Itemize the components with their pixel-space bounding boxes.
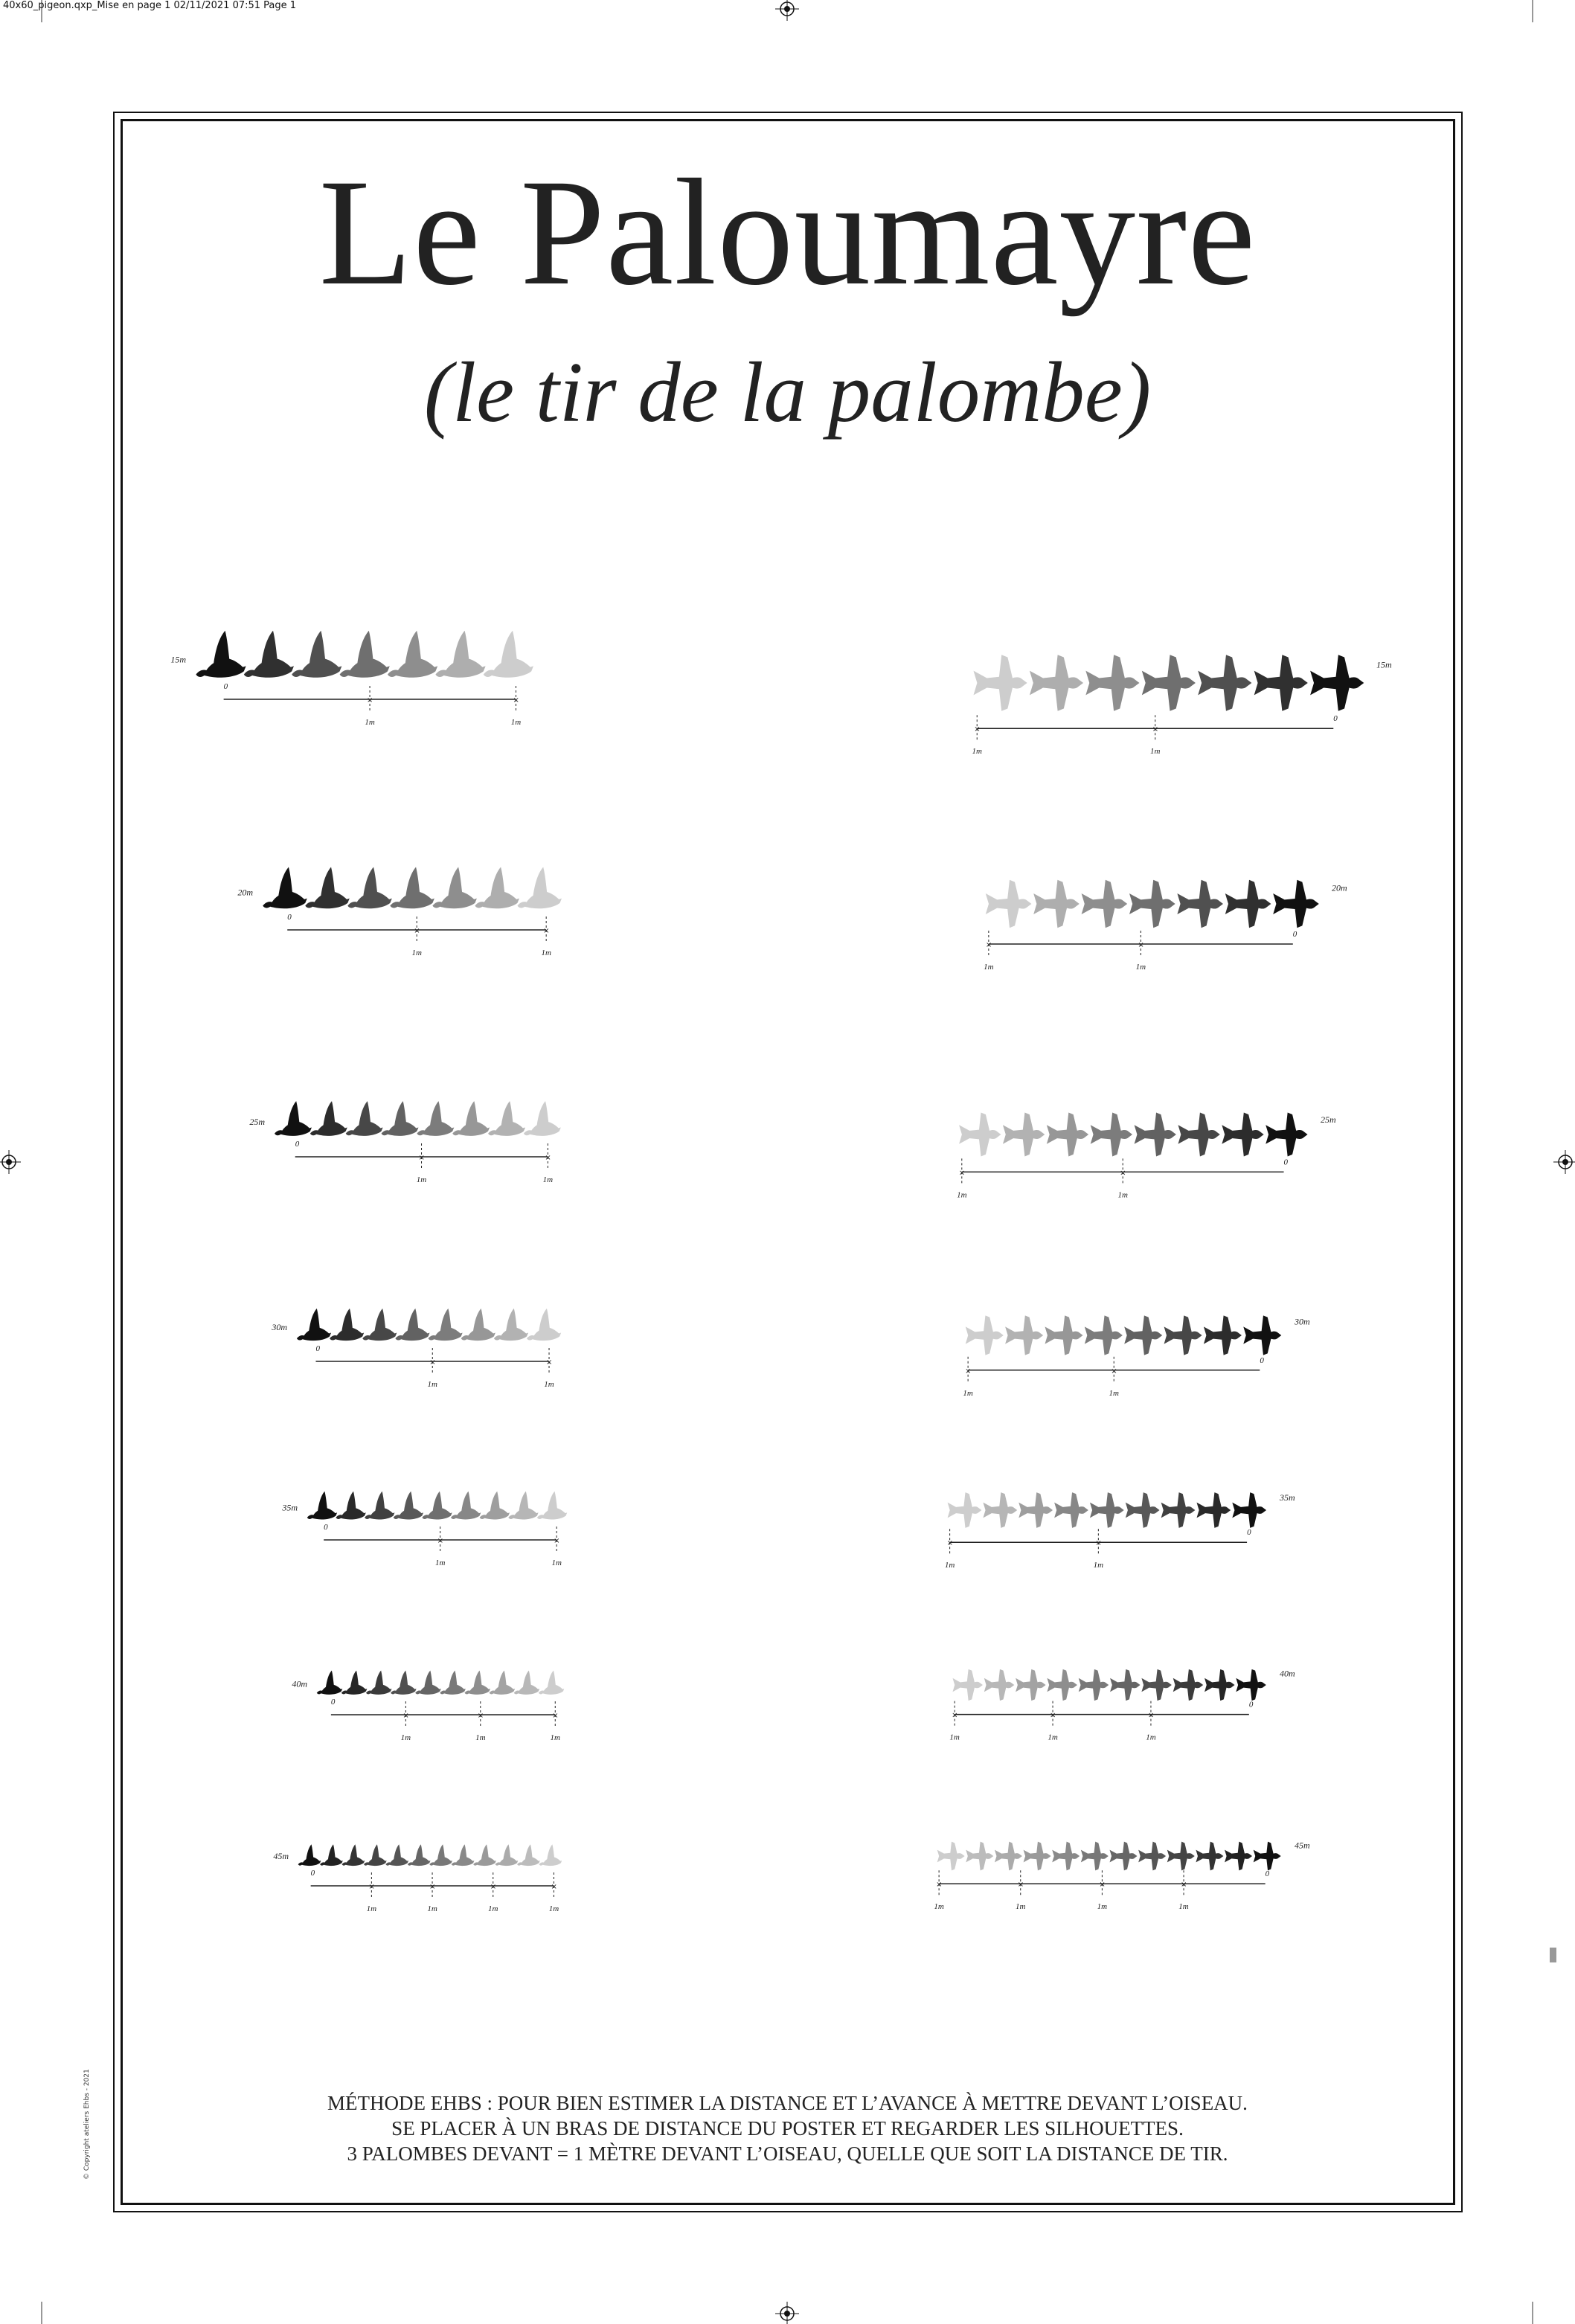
method-line-2: SE PLACER À UN BRAS DE DISTANCE DU POSTER ET REGARDER LES SILHOUETTES. (391, 2117, 1184, 2140)
distance-row (170, 631, 1392, 756)
pigeon-side-view-icon (514, 1670, 540, 1694)
scale-cross: × (414, 927, 420, 935)
pigeon-side-view-icon (394, 1492, 423, 1520)
meter-label: 1m (510, 718, 522, 727)
distance-label: 40m (292, 1678, 307, 1689)
scale-cross: × (477, 1712, 484, 1720)
pigeon-side-view-icon (539, 1844, 562, 1866)
print-slug-line: 40x60_pigeon.qxp_Mise en page 1 02/11/2021 07:51 Page 1 (3, 0, 297, 11)
origin-label: 0 (295, 1140, 300, 1149)
scale-cross: × (418, 1154, 425, 1162)
distance-row (237, 867, 1347, 972)
pigeon-side-view-icon (365, 1492, 394, 1520)
scale-cross: × (1120, 1169, 1126, 1178)
pigeon-top-view-icon (1024, 1842, 1051, 1871)
pigeon-top-view-icon (1161, 1492, 1196, 1528)
scale-cross: × (946, 1539, 954, 1548)
distance-label: 35m (282, 1502, 298, 1513)
pigeon-top-view-icon (1232, 1492, 1266, 1528)
pigeon-side-view-icon (292, 631, 341, 678)
pigeon-top-view-icon (1003, 1113, 1045, 1157)
pigeon-top-view-icon (1177, 880, 1223, 928)
pigeon-side-view-icon (452, 1844, 475, 1866)
meter-label: 1m (957, 1190, 967, 1200)
registration-mark-icon (0, 1150, 21, 1174)
distance-row (249, 1101, 1336, 1199)
distance-label: 20m (237, 887, 253, 898)
pigeon-side-view-icon (346, 1101, 383, 1136)
origin-label: 0 (1260, 1355, 1264, 1365)
pigeon-side-view-icon (539, 1670, 565, 1694)
scale-cross: × (936, 1881, 943, 1890)
pigeon-side-view-icon (524, 1101, 561, 1136)
scale-cross: × (551, 1883, 557, 1891)
pigeon-top-view-icon (1054, 1492, 1088, 1528)
meter-label: 1m (544, 1380, 554, 1389)
pigeon-top-view-icon (1030, 655, 1083, 710)
scale-cross: × (1050, 1711, 1056, 1720)
pigeon-side-view-icon (342, 1844, 365, 1866)
meter-label: 1m (427, 1904, 437, 1913)
copyright-note: © Copyright ateliers Ehbs - 2021 (83, 2069, 91, 2180)
pigeon-top-view-icon (1005, 1315, 1043, 1355)
meter-label: 1m (366, 1904, 377, 1913)
pigeon-side-view-icon (461, 1309, 495, 1341)
pigeon-top-view-icon (1142, 655, 1196, 710)
pigeon-top-view-icon (986, 880, 1032, 928)
pigeon-top-view-icon (1047, 1113, 1088, 1157)
scale-cross: × (1099, 1881, 1106, 1890)
pigeon-top-view-icon (1079, 1669, 1109, 1701)
pigeon-side-view-icon (385, 1844, 408, 1866)
meter-label: 1m (548, 1904, 559, 1913)
scale-cross: × (552, 1712, 559, 1720)
pigeon-top-view-icon (1082, 880, 1128, 928)
distance-label: 30m (272, 1322, 287, 1333)
pigeon-top-view-icon (1019, 1492, 1053, 1528)
pigeon-top-view-icon (1016, 1669, 1045, 1701)
scale-cross: × (429, 1883, 436, 1891)
meter-label: 1m (475, 1733, 486, 1742)
pigeon-top-view-icon (1047, 1669, 1077, 1701)
distance-label: 25m (1321, 1114, 1336, 1125)
distance-label: 45m (273, 1850, 289, 1861)
pigeon-top-view-icon (1167, 1842, 1195, 1871)
pigeon-side-view-icon (475, 867, 519, 908)
pigeon-top-view-icon (984, 1669, 1014, 1701)
scale-cross: × (402, 1712, 409, 1720)
pigeon-top-view-icon (1110, 1842, 1138, 1871)
pigeon-side-view-icon (310, 1101, 347, 1136)
pigeon-top-view-icon (1141, 1669, 1171, 1701)
origin-label: 0 (310, 1869, 315, 1878)
pigeon-top-view-icon (948, 1492, 982, 1528)
pigeon-top-view-icon (1081, 1842, 1109, 1871)
pigeon-top-view-icon (1164, 1315, 1202, 1355)
pigeon-side-view-icon (382, 1101, 419, 1136)
pigeon-top-view-icon (1225, 1842, 1252, 1871)
pigeon-side-view-icon (366, 1670, 392, 1694)
distance-label: 25m (249, 1116, 265, 1127)
pigeon-top-view-icon (1110, 1669, 1140, 1701)
pigeon-top-view-icon (1091, 1113, 1132, 1157)
origin-label: 0 (223, 682, 228, 691)
origin-label: 0 (1333, 714, 1338, 724)
scale-cross: × (546, 1358, 553, 1367)
pigeon-side-view-icon (417, 1101, 454, 1136)
pigeon-side-view-icon (388, 631, 437, 678)
distance-label: 35m (1280, 1492, 1295, 1503)
meter-label: 1m (944, 1561, 955, 1570)
scale-cross: × (1181, 1881, 1187, 1890)
meter-label: 1m (542, 1175, 554, 1184)
method-text (0, 2090, 1575, 2166)
pigeon-top-view-icon (1310, 655, 1364, 710)
scale-cross: × (543, 927, 550, 935)
pigeon-side-view-icon (244, 631, 294, 678)
origin-label: 0 (1283, 1158, 1289, 1167)
pigeon-top-view-icon (1090, 1492, 1124, 1528)
pigeon-top-view-icon (952, 1669, 982, 1701)
pigeon-top-view-icon (1085, 1315, 1123, 1355)
meter-label: 1m (934, 1902, 944, 1912)
poster-title: Le Paloumayre (318, 148, 1257, 317)
registration-mark-icon (775, 2302, 799, 2324)
scale-cross: × (437, 1537, 444, 1545)
scale-cross: × (1152, 725, 1159, 734)
pigeon-side-view-icon (527, 1309, 561, 1341)
meter-label: 1m (1093, 1561, 1104, 1570)
pigeon-side-view-icon (484, 631, 533, 678)
pigeon-top-view-icon (1129, 880, 1175, 928)
pigeon-top-view-icon (1178, 1113, 1219, 1157)
origin-label: 0 (1292, 930, 1297, 939)
pigeon-top-view-icon (1045, 1315, 1082, 1355)
pigeon-side-view-icon (307, 1492, 337, 1520)
trim-marker (1550, 1948, 1556, 1962)
meter-label: 1m (427, 1380, 437, 1389)
pigeon-side-view-icon (495, 1844, 519, 1866)
meter-label: 1m (1016, 1902, 1026, 1912)
meter-label: 1m (416, 1175, 427, 1184)
pigeon-top-view-icon (1204, 1315, 1242, 1355)
meter-label: 1m (1109, 1388, 1119, 1398)
scale-cross: × (1095, 1539, 1102, 1548)
pigeon-top-view-icon (966, 1315, 1004, 1355)
pigeon-side-view-icon (415, 1670, 441, 1694)
pigeon-top-view-icon (973, 655, 1027, 710)
pigeon-top-view-icon (1196, 1842, 1223, 1871)
distance-label: 15m (1376, 659, 1392, 670)
pigeon-top-view-icon (1273, 880, 1319, 928)
meter-label: 1m (434, 1559, 446, 1567)
pigeon-top-view-icon (983, 1492, 1017, 1528)
origin-label: 0 (330, 1698, 336, 1707)
scale-cross: × (368, 1883, 375, 1891)
meter-label: 1m (1097, 1902, 1108, 1912)
meter-label: 1m (1150, 747, 1161, 757)
pigeon-side-view-icon (429, 1309, 463, 1341)
scale-cross: × (1147, 1711, 1155, 1720)
scale-cross: × (1138, 941, 1144, 949)
pigeon-side-view-icon (330, 1309, 364, 1341)
distance-row (281, 1492, 1295, 1570)
pigeon-side-view-icon (347, 867, 392, 908)
meter-label: 1m (488, 1904, 498, 1913)
pigeon-side-view-icon (275, 1101, 312, 1136)
scale-cross: × (513, 696, 519, 704)
origin-label: 0 (287, 913, 292, 922)
pigeon-side-view-icon (432, 867, 477, 908)
pigeon-top-view-icon (1198, 655, 1251, 710)
scale-cross: × (1111, 1367, 1117, 1376)
pigeon-side-view-icon (452, 1101, 490, 1136)
pigeon-side-view-icon (490, 1670, 516, 1694)
pigeon-top-view-icon (1204, 1669, 1234, 1701)
poster-subtitle: (le tir de la palombe) (423, 345, 1152, 440)
pigeon-top-view-icon (1254, 655, 1308, 710)
scale-cross: × (545, 1154, 551, 1162)
meter-label: 1m (551, 1559, 562, 1567)
meter-label: 1m (1117, 1190, 1128, 1200)
pigeon-top-view-icon (1033, 880, 1080, 928)
pigeon-side-view-icon (317, 1670, 343, 1694)
pigeon-side-view-icon (517, 1844, 540, 1866)
pigeon-side-view-icon (464, 1670, 490, 1694)
pigeon-top-view-icon (1196, 1492, 1231, 1528)
pigeon-top-view-icon (1126, 1492, 1160, 1528)
scale-cross: × (490, 1883, 497, 1891)
pigeon-side-view-icon (508, 1492, 538, 1520)
meter-label: 1m (541, 948, 551, 957)
meter-label: 1m (963, 1388, 973, 1398)
distance-row (292, 1669, 1295, 1743)
pigeon-side-view-icon (422, 1492, 452, 1520)
pigeon-side-view-icon (480, 1492, 510, 1520)
scale-cross: × (554, 1537, 560, 1545)
pigeon-top-view-icon (1138, 1842, 1166, 1871)
pigeon-top-view-icon (937, 1842, 965, 1871)
meter-label: 1m (1178, 1902, 1189, 1912)
pigeon-top-view-icon (1173, 1669, 1203, 1701)
scale-cross: × (958, 1169, 966, 1178)
pigeon-top-view-icon (1254, 1842, 1281, 1871)
scale-cross: × (367, 696, 373, 704)
meter-label: 1m (365, 718, 375, 727)
meter-label: 1m (1135, 963, 1146, 972)
origin-label: 0 (315, 1344, 320, 1353)
pigeon-side-view-icon (336, 1492, 365, 1520)
method-line-1: MÉTHODE EHBS : POUR BIEN ESTIMER LA DISTANCE ET L’AVANCE À METTRE DEVANT L’OISEAU. (327, 2092, 1248, 2114)
distance-label: 40m (1280, 1668, 1295, 1679)
distance-label: 15m (170, 654, 186, 665)
pigeon-top-view-icon (1085, 655, 1139, 710)
meter-label: 1m (550, 1733, 560, 1742)
pigeon-top-view-icon (966, 1842, 993, 1871)
meter-label: 1m (1146, 1733, 1156, 1742)
scale-cross: × (974, 725, 981, 734)
pigeon-side-view-icon (297, 1309, 331, 1341)
pigeon-top-view-icon (1243, 1315, 1281, 1355)
pigeon-side-view-icon (364, 1844, 387, 1866)
pigeon-top-view-icon (1135, 1113, 1176, 1157)
pigeon-side-view-icon (488, 1101, 525, 1136)
scale-cross: × (985, 941, 992, 949)
meter-label: 1m (1048, 1733, 1058, 1742)
meter-label: 1m (972, 747, 982, 757)
pigeon-side-view-icon (435, 631, 485, 678)
scale-cross: × (429, 1358, 436, 1367)
meter-label: 1m (400, 1733, 411, 1742)
pigeon-top-view-icon (1222, 1113, 1263, 1157)
pigeon-side-view-icon (298, 1844, 321, 1866)
pigeon-side-view-icon (408, 1844, 431, 1866)
pigeon-side-view-icon (429, 1844, 452, 1866)
pigeon-top-view-icon (995, 1842, 1022, 1871)
pigeon-top-view-icon (1225, 880, 1271, 928)
pigeon-side-view-icon (341, 1670, 368, 1694)
distance-label: 20m (1332, 882, 1347, 893)
meter-label: 1m (949, 1733, 960, 1742)
pigeon-side-view-icon (390, 867, 434, 908)
pigeon-side-view-icon (362, 1309, 397, 1341)
pigeon-side-view-icon (196, 631, 246, 678)
pigeon-side-view-icon (473, 1844, 496, 1866)
distance-row (271, 1309, 1310, 1398)
pigeon-side-view-icon (263, 867, 307, 908)
pigeon-top-view-icon (1124, 1315, 1162, 1355)
pigeon-side-view-icon (517, 867, 562, 908)
pigeon-side-view-icon (537, 1492, 567, 1520)
pigeon-top-view-icon (1266, 1113, 1307, 1157)
origin-label: 0 (1247, 1528, 1251, 1538)
scale-cross: × (952, 1711, 958, 1720)
registration-mark-icon (775, 0, 799, 21)
pigeon-side-view-icon (320, 1844, 343, 1866)
pigeon-side-view-icon (440, 1670, 466, 1694)
pigeon-side-view-icon (494, 1309, 528, 1341)
origin-label: 0 (1248, 1700, 1254, 1710)
meter-label: 1m (411, 948, 422, 957)
registration-mark-icon (1553, 1150, 1575, 1174)
pigeon-top-view-icon (1236, 1669, 1266, 1701)
origin-label: 0 (324, 1523, 328, 1532)
distance-label: 30m (1295, 1316, 1310, 1327)
method-line-3: 3 PALOMBES DEVANT = 1 MÈTRE DEVANT L’OISEAU, QUELLE QUE SOIT LA DISTANCE DE TIR. (347, 2142, 1228, 2165)
pigeon-top-view-icon (1052, 1842, 1080, 1871)
scale-cross: × (1017, 1881, 1024, 1890)
pigeon-side-view-icon (451, 1492, 481, 1520)
meter-label: 1m (984, 963, 994, 972)
pigeon-side-view-icon (340, 631, 390, 678)
pigeon-side-view-icon (391, 1670, 417, 1694)
pigeon-side-view-icon (395, 1309, 429, 1341)
pigeon-top-view-icon (959, 1113, 1001, 1157)
pigeon-side-view-icon (305, 867, 350, 908)
distance-row (273, 1840, 1310, 1914)
origin-label: 0 (1265, 1869, 1270, 1879)
scale-cross: × (965, 1367, 972, 1376)
distance-label: 45m (1295, 1840, 1310, 1851)
